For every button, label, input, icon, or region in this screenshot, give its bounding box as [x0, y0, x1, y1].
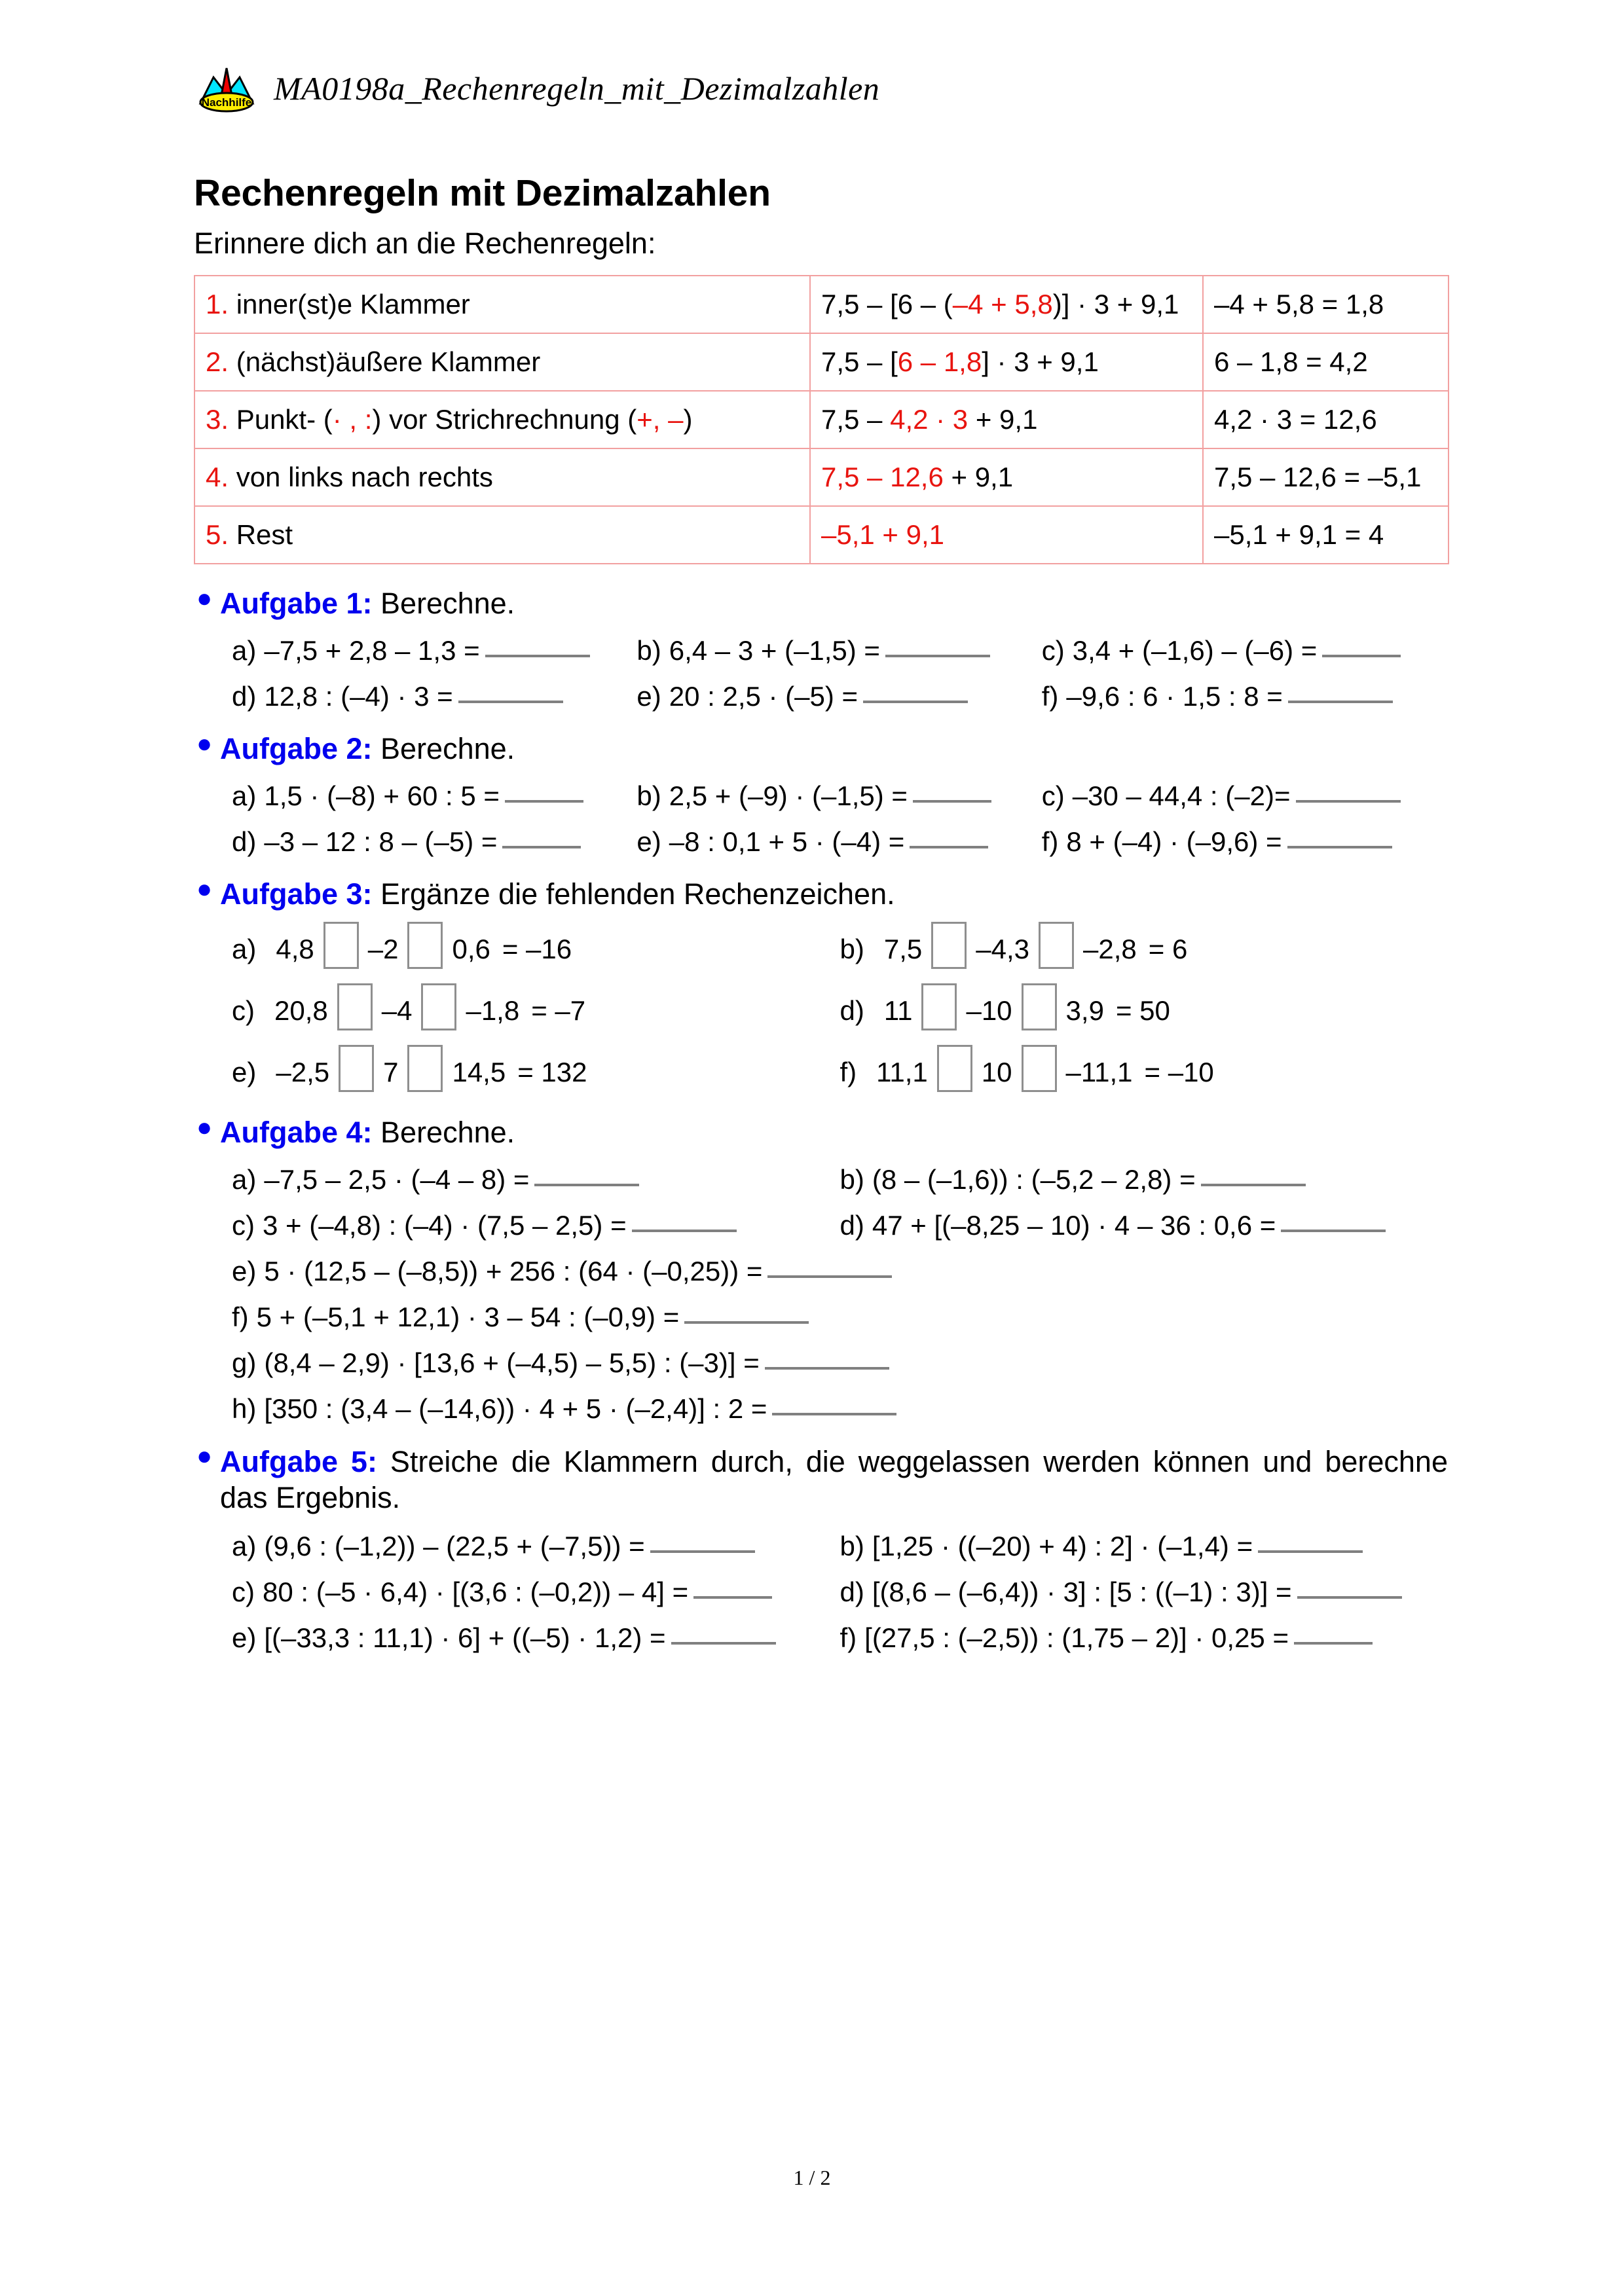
answer-blank[interactable] [684, 1321, 809, 1324]
exercise-expression: [(8,6 – (–6,4)) · 3] : [5 : ((–1) : 3)] = [872, 1576, 1292, 1607]
task-heading [194, 584, 1448, 621]
exercise-label: b) [840, 934, 864, 964]
exercise-expression: –8 : 0,1 + 5 · (–4) = [669, 826, 905, 857]
exercise-label: f) [232, 1302, 249, 1332]
exercise-expression: –30 – 44,4 : (–2)= [1072, 780, 1291, 811]
exercise-label: c) [232, 1576, 255, 1607]
exercise-expression: 3,4 + (–1,6) – (–6) = [1072, 635, 1318, 666]
rule-text: von links nach rechts [236, 462, 493, 492]
exercise-row [194, 1256, 1448, 1287]
rule-number: 1. [206, 289, 229, 319]
operand-value: –2,5 [276, 1057, 330, 1087]
table-row [194, 391, 1449, 448]
rule-number: 4. [206, 462, 229, 492]
rule-description-cell [194, 276, 810, 333]
term-segment: ) vor Strichrechnung ( [372, 404, 637, 435]
task-heading [194, 1113, 1448, 1150]
exercise-item [840, 1531, 1449, 1562]
rule-term-cell [810, 333, 1203, 391]
term-segment: )] · 3 + 9,1 [1052, 289, 1179, 319]
exercise-label: f) [1041, 681, 1059, 712]
intro-text: Erinnere dich an die Rechenregeln: [194, 227, 656, 260]
answer-blank[interactable] [1258, 1550, 1363, 1553]
exercise-result: = 50 [1115, 995, 1170, 1026]
answer-blank[interactable] [534, 1183, 639, 1186]
rule-description-cell [194, 448, 810, 506]
exercise-item [637, 635, 1041, 666]
exercise-item [637, 780, 1041, 812]
rule-term-cell [810, 448, 1203, 506]
term-segment: 7,5 – 12,6 [821, 462, 944, 492]
answer-blank[interactable] [1287, 845, 1392, 848]
exercise-item [840, 1164, 1449, 1195]
tasks-container [194, 584, 1448, 1654]
exercise-expression: 8 + (–4) · (–9,6) = [1066, 826, 1282, 857]
rule-number: 5. [206, 519, 229, 550]
operand-value: –11,1 [1065, 1057, 1133, 1087]
operand-value: 4,8 [276, 934, 314, 964]
exercise-item [1042, 780, 1447, 812]
term-segment: 6 – 1,8 [897, 346, 982, 377]
exercise-item [840, 987, 1449, 1034]
task-description: Berechne. [380, 587, 515, 620]
exercise-expression: [350 : (3,4 – (–14,6)) · 4 + 5 · (–2,4)] : 2 = [264, 1393, 767, 1424]
exercise-label: e) [232, 1256, 257, 1286]
answer-blank[interactable] [1288, 700, 1393, 703]
exercise-label: g) [232, 1347, 257, 1378]
answer-blank[interactable] [485, 654, 590, 657]
exercise-item [232, 635, 637, 666]
operator-input-box[interactable] [337, 983, 373, 1030]
exercise-label: a) [232, 635, 257, 666]
exercise-label: d) [840, 1576, 864, 1607]
bullet-icon: ● [196, 1113, 213, 1142]
exercise-label: a) [232, 780, 257, 811]
rule-term-cell [810, 276, 1203, 333]
rule-term-cell [810, 506, 1203, 564]
operand-value: –1,8 [466, 995, 520, 1026]
exercise-result: = –10 [1144, 1057, 1214, 1087]
exercise-label: e) [637, 681, 661, 712]
exercise-expression: 5 · (12,5 – (–8,5)) + 256 : (64 · (–0,25)) = [264, 1256, 763, 1286]
term-segment: · , : [332, 404, 373, 435]
operator-input-box[interactable] [421, 983, 456, 1030]
operator-input-box[interactable] [407, 922, 443, 969]
exercise-row [194, 681, 1448, 712]
exercise-expression: (9,6 : (–1,2)) – (22,5 + (–7,5)) = [264, 1530, 645, 1561]
exercise-label: e) [232, 1622, 257, 1653]
term-segment: 4,2 · 3 [890, 404, 969, 435]
term-segment: ) [683, 404, 693, 435]
rules-table [194, 275, 1449, 564]
exercise-item [232, 1164, 840, 1195]
operator-input-box[interactable] [937, 1045, 972, 1092]
rule-calculation-cell: 4,2 · 3 = 12,6 [1203, 391, 1449, 448]
term-segment: 7,5 – [ [821, 346, 898, 377]
exercise-expression: 80 : (–5 · 6,4) · [(3,6 : (–0,2)) – 4] = [263, 1576, 689, 1607]
table-row [194, 448, 1449, 506]
task-label: Aufgabe 1: [220, 587, 381, 620]
operand-value: 14,5 [452, 1057, 506, 1087]
exercise-expression: –9,6 : 6 · 1,5 : 8 = [1066, 681, 1283, 712]
term-segment: –5,1 + 9,1 [821, 519, 944, 550]
task-description: Streiche die Klammern durch, die weggelassen werden können und berechne das Ergebnis. [220, 1445, 1448, 1514]
exercise-result: = –7 [531, 995, 586, 1026]
operand-value: 20,8 [274, 995, 328, 1026]
task-heading [194, 1444, 1448, 1516]
bullet-icon: ● [196, 875, 213, 903]
operand-value: 7 [383, 1057, 399, 1087]
exercise-label: b) [840, 1530, 864, 1561]
term-segment: ] · 3 + 9,1 [982, 346, 1099, 377]
exercise-item [232, 1576, 840, 1608]
task-description: Berechne. [380, 1116, 515, 1149]
bullet-icon: ● [196, 1442, 213, 1470]
exercise-label: a) [232, 1164, 257, 1195]
exercise-row [194, 1164, 1448, 1195]
exercise-result: = 6 [1148, 934, 1188, 964]
term-segment: +, – [637, 404, 684, 435]
exercise-item [1042, 826, 1447, 858]
logo-label: Nachhilfe [201, 96, 252, 109]
exercise-item [232, 826, 637, 858]
operator-input-box[interactable] [339, 1045, 374, 1092]
task-description: Ergänze die fehlenden Rechenzeichen. [380, 877, 895, 911]
operator-input-box[interactable] [1039, 922, 1074, 969]
bullet-icon: ● [196, 729, 213, 758]
rule-text: inner(st)e Klammer [236, 289, 470, 319]
rule-description-cell [194, 333, 810, 391]
nachhilfe-logo-icon [196, 63, 257, 114]
exercise-label: b) [637, 780, 661, 811]
task-label: Aufgabe 5: [220, 1445, 390, 1478]
exercise-row [194, 1302, 1448, 1333]
answer-blank[interactable] [885, 654, 990, 657]
exercise-label: c) [1041, 780, 1065, 811]
rule-calculation-cell: –4 + 5,8 = 1,8 [1203, 276, 1449, 333]
operand-value: –2,8 [1083, 934, 1137, 964]
exercise-label: a) [232, 934, 257, 964]
exercise-item [840, 1210, 1449, 1241]
exercise-item [232, 926, 840, 973]
exercise-expression: (8 – (–1,6)) : (–5,2 – 2,8) = [872, 1164, 1196, 1195]
exercise-row [194, 1576, 1448, 1608]
exercise-expression: 20 : 2,5 · (–5) = [669, 681, 858, 712]
exercise-label: b) [637, 635, 661, 666]
operand-value: 11 [883, 995, 913, 1026]
exercise-row [194, 826, 1448, 858]
exercise-label: d) [840, 995, 864, 1026]
answer-blank[interactable] [632, 1229, 737, 1232]
table-row [194, 333, 1449, 391]
exercise-expression: –7,5 + 2,8 – 1,3 = [264, 635, 480, 666]
rule-calculation-cell: 6 – 1,8 = 4,2 [1203, 333, 1449, 391]
exercise-expression: 6,4 – 3 + (–1,5) = [669, 635, 880, 666]
exercise-row [194, 1210, 1448, 1241]
answer-blank[interactable] [1294, 1641, 1373, 1645]
answer-blank[interactable] [1201, 1183, 1306, 1186]
answer-blank[interactable] [1297, 1595, 1402, 1599]
exercise-expression: –3 – 12 : 8 – (–5) = [264, 826, 498, 857]
rule-text: Rest [236, 519, 293, 550]
operand-value: 0,6 [452, 934, 490, 964]
exercise-label: a) [232, 1530, 257, 1561]
answer-blank[interactable] [1296, 799, 1401, 803]
page-header [196, 63, 879, 114]
bullet-icon: ● [196, 584, 213, 613]
operator-input-box[interactable] [323, 922, 359, 969]
exercise-result: = 132 [517, 1057, 587, 1087]
rule-calculation-cell: –5,1 + 9,1 = 4 [1203, 506, 1449, 564]
term-segment: 7,5 – [821, 404, 891, 435]
operand-value: –2 [367, 934, 399, 964]
exercise-row [194, 635, 1448, 666]
operand-value: 7,5 [883, 934, 923, 964]
operand-value: 11,1 [876, 1057, 928, 1087]
operand-value: 10 [981, 1057, 1012, 1087]
term-segment: + 9,1 [968, 404, 1038, 435]
exercise-item [1042, 635, 1447, 666]
answer-blank[interactable] [765, 1366, 889, 1370]
exercise-expression: [(–33,3 : 11,1) · 6] + ((–5) · 1,2) = [264, 1622, 666, 1653]
answer-blank[interactable] [772, 1412, 896, 1415]
exercise-item [232, 1256, 892, 1287]
rule-number: 3. [206, 404, 229, 435]
exercise-item [232, 1622, 840, 1654]
task-label: Aufgabe 4: [220, 1116, 381, 1149]
term-segment: Punkt- ( [236, 404, 333, 435]
exercise-expression: 3 + (–4,8) : (–4) · (7,5 – 2,5) = [263, 1210, 627, 1241]
term-segment: + 9,1 [943, 462, 1014, 492]
operator-input-box[interactable] [1022, 1045, 1057, 1092]
operator-input-box[interactable] [1022, 983, 1057, 1030]
exercise-row [194, 1622, 1448, 1654]
operator-input-box[interactable] [931, 922, 967, 969]
exercise-label: c) [1041, 635, 1065, 666]
exercise-item [840, 1622, 1449, 1654]
rule-calculation-cell: 7,5 – 12,6 = –5,1 [1203, 448, 1449, 506]
term-segment: 7,5 – [6 – ( [821, 289, 953, 319]
exercise-expression: 2,5 + (–9) · (–1,5) = [669, 780, 908, 811]
exercise-item [232, 1393, 896, 1425]
operand-value: –10 [966, 995, 1012, 1026]
exercise-item [232, 681, 637, 712]
table-row [194, 506, 1449, 564]
exercise-item [1042, 681, 1447, 712]
exercise-label: f) [840, 1057, 857, 1087]
operand-value: –4 [381, 995, 413, 1026]
exercise-row [194, 926, 1448, 973]
exercise-row [194, 1347, 1448, 1379]
task-label: Aufgabe 3: [220, 877, 381, 911]
operand-value: 3,9 [1065, 995, 1104, 1026]
exercise-label: d) [232, 826, 257, 857]
exercise-item [637, 681, 1041, 712]
exercise-row [194, 1393, 1448, 1425]
answer-blank[interactable] [693, 1595, 772, 1599]
rule-text: (nächst)äußere Klammer [236, 346, 541, 377]
rule-term-cell [810, 391, 1203, 448]
answer-blank[interactable] [1322, 654, 1401, 657]
answer-blank[interactable] [863, 700, 968, 703]
exercise-item [232, 780, 637, 812]
exercise-expression: –7,5 – 2,5 · (–4 – 8) = [264, 1164, 530, 1195]
exercise-row [194, 780, 1448, 812]
task-heading [194, 729, 1448, 766]
exercise-expression: 1,5 · (–8) + 60 : 5 = [264, 780, 500, 811]
exercise-item [840, 926, 1449, 973]
page-footer: 1 / 2 [793, 2166, 831, 2189]
answer-blank[interactable] [458, 700, 563, 703]
exercise-item [232, 1210, 840, 1241]
exercise-label: b) [840, 1164, 864, 1195]
exercise-row [194, 1531, 1448, 1562]
task-heading [194, 877, 1448, 911]
answer-blank[interactable] [650, 1550, 755, 1553]
rule-number: 2. [206, 346, 229, 377]
task-label: Aufgabe 2: [220, 732, 381, 765]
page-title: Rechenregeln mit Dezimalzahlen [194, 172, 771, 214]
exercise-expression: 12,8 : (–4) · 3 = [264, 681, 453, 712]
exercise-item [232, 1049, 840, 1096]
operator-input-box[interactable] [921, 983, 957, 1030]
exercise-expression: [(27,5 : (–2,5)) : (1,75 – 2)] · 0,25 = [864, 1622, 1289, 1653]
exercise-item [840, 1049, 1449, 1096]
exercise-expression: 5 + (–5,1 + 12,1) · 3 – 54 : (–0,9) = [256, 1302, 680, 1332]
worksheet-content [194, 172, 1448, 1654]
exercise-expression: (8,4 – 2,9) · [13,6 + (–4,5) – 5,5) : (–3)] = [264, 1347, 760, 1378]
exercise-label: e) [232, 1057, 257, 1087]
exercise-label: f) [840, 1622, 857, 1653]
exercise-label: d) [840, 1210, 864, 1241]
operator-input-box[interactable] [407, 1045, 443, 1092]
answer-blank[interactable] [671, 1641, 776, 1645]
answer-blank[interactable] [913, 799, 991, 803]
table-row [194, 276, 1449, 333]
exercise-result: = –16 [502, 934, 572, 964]
exercise-item [232, 1531, 840, 1562]
answer-blank[interactable] [910, 845, 988, 848]
exercise-expression: 47 + [(–8,25 – 10) · 4 – 36 : 0,6 = [872, 1210, 1276, 1241]
exercise-label: e) [637, 826, 661, 857]
exercise-label: d) [232, 681, 257, 712]
exercise-row [194, 1049, 1448, 1096]
answer-blank[interactable] [502, 845, 581, 848]
exercise-item [232, 1347, 889, 1379]
answer-blank[interactable] [1281, 1229, 1386, 1232]
exercise-item [840, 1576, 1449, 1608]
operand-value: –4,3 [976, 934, 1029, 964]
exercise-item [232, 987, 840, 1034]
header-document-name: MA0198a_Rechenregeln_mit_Dezimalzahlen [274, 70, 880, 107]
term-segment: –4 + 5,8 [952, 289, 1053, 319]
rule-description-cell [194, 506, 810, 564]
task-description: Berechne. [380, 732, 515, 765]
exercise-label: c) [232, 995, 255, 1026]
answer-blank[interactable] [767, 1275, 892, 1278]
exercise-label: h) [232, 1393, 257, 1424]
exercise-item [637, 826, 1041, 858]
rule-description-cell [194, 391, 810, 448]
exercise-expression: [1,25 · ((–20) + 4) : 2] · (–1,4) = [872, 1530, 1253, 1561]
exercise-label: c) [232, 1210, 255, 1241]
answer-blank[interactable] [505, 799, 583, 803]
exercise-row [194, 987, 1448, 1034]
exercise-item [232, 1302, 809, 1333]
exercise-label: f) [1041, 826, 1059, 857]
